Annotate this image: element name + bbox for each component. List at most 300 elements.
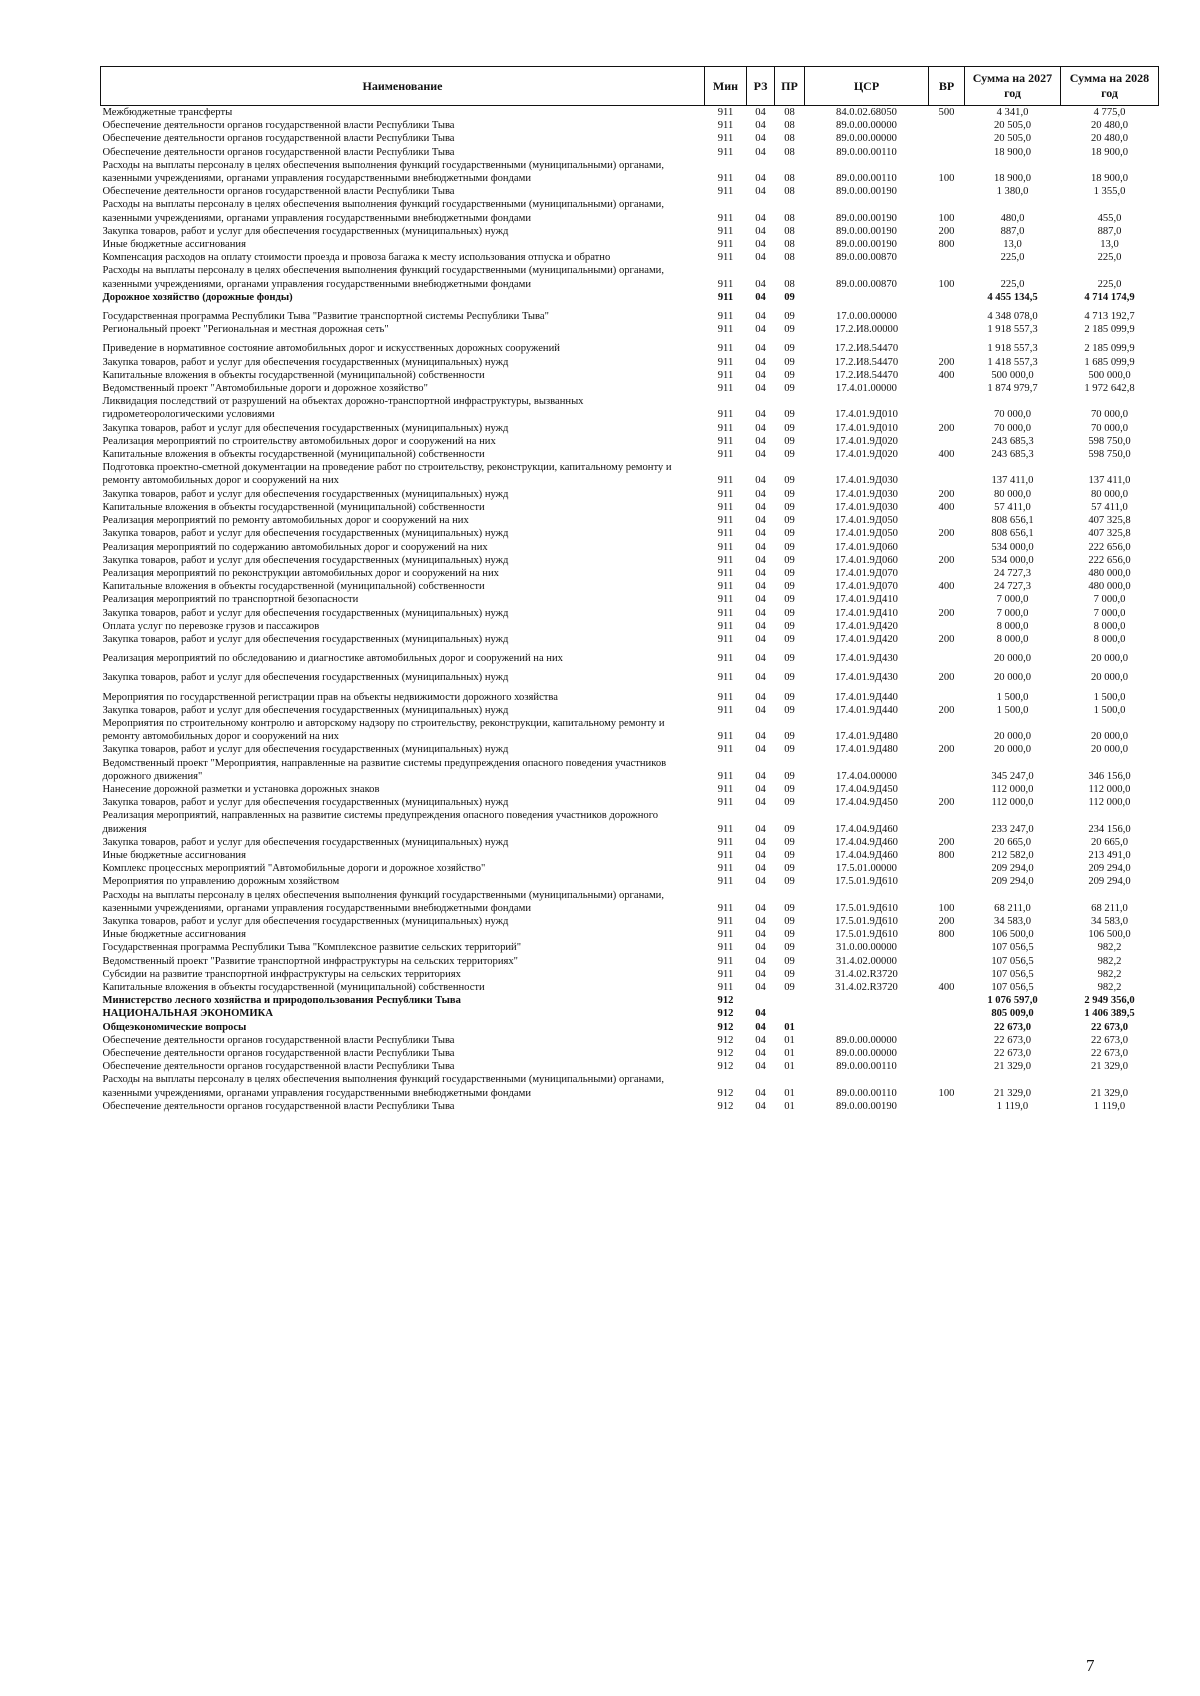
row-sum-2027: 345 247,0 [991, 770, 1034, 782]
row-csr: 17.4.01.9Д420 [835, 620, 898, 632]
row-min: 911 [717, 225, 734, 237]
row-name: Обеспечение деятельности органов государственной власти Республики Тыва [102, 120, 455, 132]
row-csr: 89.0.00.00110 [836, 1061, 897, 1073]
table-row [101, 633, 1159, 646]
table-row [101, 593, 1159, 606]
row-name: Обеспечение деятельности органов государственной власти Республики Тыва [102, 1034, 455, 1046]
row-sum-2028: 1 355,0 [1093, 186, 1126, 198]
row-vr: 400 [938, 501, 955, 513]
row-name: Министерство лесного хозяйства и природопользования Республики Тыва [102, 995, 461, 1007]
row-min: 911 [717, 528, 734, 540]
row-csr: 17.4.01.9Д480 [835, 744, 898, 756]
row-sum-2028: 112 000,0 [1088, 783, 1131, 795]
row-min: 911 [717, 731, 734, 743]
row-vr [929, 994, 965, 1007]
row-pr: 09 [784, 902, 795, 914]
row-vr [929, 875, 965, 888]
row-rz: 04 [755, 449, 766, 461]
row-rz: 04 [755, 1048, 766, 1060]
row-name: Обеспечение деятельности органов государственной власти Республики Тыва [102, 186, 455, 198]
row-vr: 100 [938, 212, 955, 224]
row-rz: 04 [755, 120, 766, 132]
row-sum-2027: 107 056,5 [991, 968, 1034, 980]
header-sum-2027: Сумма на 2027 год [965, 67, 1061, 106]
row-vr [929, 968, 965, 981]
table-row [101, 743, 1159, 756]
row-csr: 17.5.01.00000 [836, 863, 897, 875]
row-sum-2027: 480,0 [1000, 212, 1025, 224]
table-row [101, 685, 1159, 704]
row-sum-2027: 13,0 [1003, 239, 1022, 251]
table-row [101, 955, 1159, 968]
row-pr: 09 [784, 770, 795, 782]
row-name: Дорожное хозяйство (дорожные фонды) [102, 291, 293, 303]
row-rz: 04 [755, 311, 766, 323]
row-vr: 100 [938, 278, 955, 290]
row-pr: 09 [784, 915, 795, 927]
row-sum-2027: 808 656,1 [991, 528, 1034, 540]
row-csr: 17.5.01.9Д610 [835, 902, 898, 914]
row-min: 911 [717, 823, 734, 835]
row-min: 911 [717, 107, 734, 118]
row-csr: 31.4.02.00000 [836, 955, 897, 967]
row-csr: 17.4.01.9Д010 [835, 422, 898, 434]
row-pr: 09 [784, 409, 795, 421]
row-rz: 04 [755, 620, 766, 632]
table-row [101, 435, 1159, 448]
row-sum-2028: 70 000,0 [1090, 409, 1129, 421]
row-sum-2028: 480 000,0 [1088, 567, 1131, 579]
row-name: Обеспечение деятельности органов государственной власти Республики Тыва [102, 1061, 455, 1073]
table-row [101, 915, 1159, 928]
table-row [101, 607, 1159, 620]
row-vr [929, 1021, 965, 1034]
row-sum-2028: 18 900,0 [1090, 146, 1129, 158]
row-sum-2027: 34 583,0 [993, 915, 1032, 927]
row-min: 911 [717, 836, 734, 848]
row-name: Государственная программа Республики Тыва "Комплексное развитие сельских территорий" [102, 942, 522, 954]
row-name: Реализация мероприятий по реконструкции автомобильных дорог и сооружений на них [102, 567, 499, 579]
row-name: Региональный проект "Региональная и местная дорожная сеть" [102, 324, 389, 336]
row-sum-2028: 1 685 099,9 [1084, 356, 1135, 368]
row-csr: 89.0.00.00000 [836, 1034, 897, 1046]
row-csr: 17.2.И8.00000 [834, 324, 899, 336]
row-rz: 04 [755, 704, 766, 716]
row-pr: 09 [784, 291, 795, 303]
row-rz: 04 [755, 1008, 766, 1020]
row-pr: 08 [784, 239, 795, 251]
row-csr: 31.4.02.R3720 [835, 982, 898, 993]
table-row [101, 514, 1159, 527]
row-vr [929, 567, 965, 580]
table-row [101, 461, 1159, 487]
row-sum-2027: 1 500,0 [996, 691, 1029, 703]
row-pr: 09 [784, 567, 795, 579]
row-name: Закупка товаров, работ и услуг для обеспечения государственных (муниципальных) нужд [102, 797, 509, 809]
row-sum-2027: 137 411,0 [991, 475, 1034, 487]
row-rz: 04 [755, 501, 766, 513]
row-name: Комплекс процессных мероприятий "Автомобильные дороги и дорожное хозяйство" [102, 863, 486, 875]
row-pr: 01 [784, 1034, 795, 1046]
row-name: Капитальные вложения в объекты государственной (муниципальной) собственности [102, 449, 485, 461]
row-vr: 400 [938, 982, 955, 993]
table-row [101, 291, 1159, 304]
row-pr: 09 [784, 672, 795, 684]
row-pr: 09 [784, 783, 795, 795]
row-sum-2028: 480 000,0 [1088, 581, 1131, 593]
row-rz: 04 [755, 107, 766, 118]
row-min: 911 [717, 324, 734, 336]
row-name: Ведомственный проект "Автомобильные дороги и дорожное хозяйство" [102, 383, 428, 395]
row-rz: 04 [755, 797, 766, 809]
row-csr: 17.4.01.9Д020 [835, 435, 898, 447]
row-vr: 100 [938, 173, 955, 185]
row-sum-2027: 1 076 597,0 [987, 995, 1038, 1007]
table-row [101, 889, 1159, 915]
table-row [101, 501, 1159, 514]
row-sum-2028: 4 775,0 [1093, 107, 1126, 118]
row-name: Обеспечение деятельности органов государственной власти Республики Тыва [102, 1100, 455, 1112]
row-sum-2027: 20 000,0 [993, 653, 1032, 665]
row-rz: 04 [755, 581, 766, 593]
row-name: Реализация мероприятий по содержанию автомобильных дорог и сооружений на них [102, 541, 488, 553]
row-sum-2027: 887,0 [1000, 225, 1025, 237]
row-sum-2028: 2 185 099,9 [1084, 343, 1135, 355]
row-min: 911 [717, 620, 734, 632]
row-rz: 04 [755, 968, 766, 980]
row-sum-2028: 225,0 [1097, 252, 1122, 264]
row-sum-2027: 1 918 557,3 [987, 324, 1038, 336]
row-csr: 17.4.01.9Д480 [835, 731, 898, 743]
row-vr: 200 [938, 554, 955, 566]
row-csr: 89.0.00.00110 [836, 1087, 897, 1099]
row-min: 912 [717, 1008, 734, 1020]
row-pr: 09 [784, 435, 795, 447]
row-rz: 04 [755, 1034, 766, 1046]
table-row [101, 527, 1159, 540]
row-sum-2027: 22 673,0 [993, 1048, 1032, 1060]
row-sum-2027: 22 673,0 [993, 1034, 1032, 1046]
header-min: Мин [705, 67, 747, 106]
row-sum-2027: 243 685,3 [991, 435, 1034, 447]
row-rz: 04 [755, 422, 766, 434]
row-min: 911 [717, 581, 734, 593]
row-sum-2027: 7 000,0 [996, 607, 1029, 619]
row-min: 911 [717, 173, 734, 185]
row-csr: 17.4.04.9Д460 [835, 849, 898, 861]
row-name: Реализация мероприятий по транспортной безопасности [102, 594, 359, 606]
row-rz: 04 [755, 225, 766, 237]
row-sum-2027: 20 505,0 [993, 120, 1032, 132]
row-sum-2027: 534 000,0 [991, 541, 1034, 553]
header-name: Наименование [101, 67, 705, 106]
row-sum-2027: 22 673,0 [993, 1021, 1032, 1033]
row-pr: 09 [784, 449, 795, 461]
row-rz: 04 [755, 876, 766, 888]
table-row [101, 704, 1159, 717]
table-row [101, 356, 1159, 369]
row-sum-2028: 222 656,0 [1088, 554, 1131, 566]
row-vr: 400 [938, 369, 955, 381]
row-rz: 04 [755, 146, 766, 158]
row-sum-2028: 4 713 192,7 [1084, 311, 1135, 323]
table-row [101, 1073, 1159, 1099]
row-sum-2027: 4 348 078,0 [987, 311, 1038, 323]
row-min: 911 [717, 783, 734, 795]
row-pr: 09 [784, 691, 795, 703]
row-pr: 09 [784, 929, 795, 941]
row-csr: 17.4.01.9Д430 [835, 653, 898, 665]
row-rz: 04 [755, 186, 766, 198]
row-min: 911 [717, 409, 734, 421]
table-row [101, 554, 1159, 567]
row-sum-2027: 500 000,0 [991, 369, 1034, 381]
row-rz: 04 [755, 594, 766, 606]
row-min: 911 [717, 343, 734, 355]
row-vr: 100 [938, 902, 955, 914]
row-name: Обеспечение деятельности органов государственной власти Республики Тыва [102, 146, 455, 158]
row-csr: 89.0.00.00190 [836, 225, 897, 237]
row-name: Реализация мероприятий по ремонту автомобильных дорог и сооружений на них [102, 515, 469, 527]
row-sum-2027: 243 685,3 [991, 449, 1034, 461]
row-name: Реализация мероприятий по обследованию и диагностике автомобильных дорог и сооружений на них [102, 653, 563, 665]
table-row [101, 1007, 1159, 1020]
row-pr: 09 [784, 633, 795, 645]
row-rz: 04 [755, 915, 766, 927]
row-name: Закупка товаров, работ и услуг для обеспечения государственных (муниципальных) нужд [102, 704, 509, 716]
row-pr: 08 [784, 186, 795, 198]
row-name: Расходы на выплаты персоналу в целях обеспечения выполнения функций государственными (муниципальными) органами, казенными учреждениями, органами управления государственными внебюджетными фондами [102, 159, 664, 185]
row-sum-2027: 4 455 134,5 [987, 291, 1038, 303]
row-vr [929, 593, 965, 606]
row-pr: 09 [784, 383, 795, 395]
row-sum-2028: 21 329,0 [1090, 1061, 1129, 1073]
row-rz: 04 [755, 653, 766, 665]
row-name: Капитальные вложения в объекты государственной (муниципальной) собственности [102, 369, 485, 381]
row-sum-2028: 234 156,0 [1088, 823, 1131, 835]
row-sum-2027: 1 418 557,3 [987, 356, 1038, 368]
row-csr: 31.4.02.R3720 [835, 968, 898, 980]
row-sum-2027: 18 900,0 [993, 173, 1032, 185]
row-pr: 09 [784, 528, 795, 540]
row-name: Закупка товаров, работ и услуг для обеспечения государственных (муниципальных) нужд [102, 744, 509, 756]
row-csr: 89.0.00.00190 [836, 1100, 897, 1112]
row-min: 911 [717, 704, 734, 716]
row-sum-2028: 57 411,0 [1091, 501, 1128, 513]
row-sum-2028: 209 294,0 [1088, 863, 1131, 875]
row-sum-2027: 7 000,0 [996, 594, 1029, 606]
budget-table [100, 66, 1159, 1113]
table-body [101, 106, 1159, 1114]
row-name: Расходы на выплаты персоналу в целях обеспечения выполнения функций государственными (муниципальными) органами, казенными учреждениями, органами управления государственными внебюджетными фондами [102, 265, 664, 290]
row-min: 911 [717, 982, 734, 993]
row-min: 911 [717, 239, 734, 251]
row-pr: 09 [784, 541, 795, 553]
row-sum-2028: 20 000,0 [1090, 744, 1129, 756]
row-pr: 09 [784, 369, 795, 381]
row-min: 911 [717, 311, 734, 323]
row-name: Общеэкономические вопросы [102, 1021, 247, 1033]
row-sum-2027: 209 294,0 [991, 876, 1034, 888]
row-sum-2027: 20 000,0 [993, 731, 1032, 743]
row-sum-2028: 7 000,0 [1093, 594, 1126, 606]
row-sum-2028: 20 000,0 [1090, 672, 1129, 684]
row-sum-2027: 70 000,0 [993, 409, 1032, 421]
row-vr: 200 [938, 225, 955, 237]
row-min: 911 [717, 955, 734, 967]
row-pr: 09 [784, 620, 795, 632]
row-rz: 04 [755, 488, 766, 500]
row-sum-2028: 70 000,0 [1090, 422, 1129, 434]
row-csr [805, 994, 929, 1007]
row-min: 911 [717, 133, 734, 145]
table-row [101, 369, 1159, 382]
row-rz: 04 [755, 475, 766, 487]
row-rz: 04 [755, 902, 766, 914]
row-name: Закупка товаров, работ и услуг для обеспечения государственных (муниципальных) нужд [102, 422, 509, 434]
row-csr: 17.2.И8.54470 [834, 369, 899, 381]
row-name: Ликвидация последствий от разрушений на объектах дорожно-транспортной инфраструктуры, вызванных гидрометеорологическими условиями [102, 396, 584, 421]
table-row [101, 382, 1159, 395]
row-rz: 04 [755, 278, 766, 290]
row-rz: 04 [755, 173, 766, 185]
row-pr: 01 [784, 1100, 795, 1112]
row-sum-2028: 13,0 [1100, 239, 1119, 251]
row-vr: 800 [938, 239, 955, 251]
row-pr: 01 [784, 1087, 795, 1099]
row-sum-2028: 22 673,0 [1090, 1021, 1129, 1033]
row-pr: 09 [784, 488, 795, 500]
row-sum-2028: 1 972 642,8 [1084, 383, 1135, 395]
table-row [101, 849, 1159, 862]
row-sum-2027: 212 582,0 [991, 849, 1034, 861]
row-csr: 89.0.00.00870 [836, 252, 897, 264]
row-name: НАЦИОНАЛЬНАЯ ЭКОНОМИКА [102, 1008, 273, 1020]
row-sum-2028: 407 325,8 [1088, 528, 1131, 540]
row-csr: 17.2.И8.54470 [834, 356, 899, 368]
table-row [101, 1047, 1159, 1060]
table-row [101, 968, 1159, 981]
row-name: Иные бюджетные ассигнования [102, 849, 246, 861]
row-csr [805, 291, 929, 304]
row-min: 911 [717, 607, 734, 619]
row-sum-2027: 107 056,5 [991, 955, 1034, 967]
row-pr: 09 [784, 581, 795, 593]
table-row [101, 994, 1159, 1007]
row-vr: 200 [938, 607, 955, 619]
row-sum-2028: 598 750,0 [1088, 449, 1131, 461]
row-vr: 200 [938, 528, 955, 540]
row-rz: 04 [755, 291, 766, 303]
budget-table-sheet [100, 66, 1158, 1113]
row-rz: 04 [755, 1100, 766, 1112]
table-row [101, 809, 1159, 835]
table-header-row [101, 67, 1159, 106]
row-csr: 17.4.04.00000 [836, 770, 897, 782]
row-rz: 04 [755, 409, 766, 421]
row-pr: 09 [784, 356, 795, 368]
row-sum-2027: 57 411,0 [994, 501, 1031, 513]
row-rz: 04 [755, 863, 766, 875]
table-row [101, 836, 1159, 849]
row-rz: 04 [755, 252, 766, 264]
row-sum-2028: 213 491,0 [1088, 849, 1131, 861]
row-name: Закупка товаров, работ и услуг для обеспечения государственных (муниципальных) нужд [102, 633, 509, 645]
row-pr: 09 [784, 324, 795, 336]
row-min: 911 [717, 146, 734, 158]
row-pr: 08 [784, 212, 795, 224]
row-pr: 09 [784, 955, 795, 967]
row-rz: 04 [755, 212, 766, 224]
table-row [101, 146, 1159, 159]
row-sum-2027: 18 900,0 [993, 146, 1032, 158]
row-name: Закупка товаров, работ и услуг для обеспечения государственных (муниципальных) нужд [102, 836, 509, 848]
header-vr: ВР [929, 67, 965, 106]
row-csr: 89.0.00.00000 [836, 133, 897, 145]
row-sum-2028: 982,2 [1097, 955, 1122, 967]
row-pr: 01 [784, 1061, 795, 1073]
row-sum-2028: 346 156,0 [1088, 770, 1131, 782]
row-min: 911 [717, 902, 734, 914]
row-sum-2027: 534 000,0 [991, 554, 1034, 566]
row-sum-2028: 21 329,0 [1090, 1087, 1129, 1099]
row-vr [929, 757, 965, 783]
row-sum-2027: 20 505,0 [993, 133, 1032, 145]
row-sum-2028: 1 406 389,5 [1084, 1008, 1135, 1020]
row-rz: 04 [755, 567, 766, 579]
row-pr: 08 [784, 120, 795, 132]
row-name: Обеспечение деятельности органов государственной власти Республики Тыва [102, 1048, 455, 1060]
row-min: 911 [717, 475, 734, 487]
row-vr [929, 336, 965, 355]
row-vr [929, 382, 965, 395]
row-rz: 04 [755, 731, 766, 743]
table-row [101, 395, 1159, 421]
row-name: Закупка товаров, работ и услуг для обеспечения государственных (муниципальных) нужд [102, 528, 509, 540]
row-pr: 09 [784, 704, 795, 716]
row-name: Реализация мероприятий по строительству автомобильных дорог и сооружений на них [102, 435, 496, 447]
row-name: Субсидии на развитие транспортной инфраструктуры на сельских территориях [102, 968, 461, 980]
row-vr: 200 [938, 744, 955, 756]
row-name: Ведомственный проект "Мероприятия, направленные на развитие системы предупреждения опасного поведения участников дорожного движения" [102, 757, 667, 782]
table-row [101, 862, 1159, 875]
row-sum-2027: 80 000,0 [993, 488, 1032, 500]
row-pr: 09 [784, 744, 795, 756]
row-vr: 800 [938, 849, 955, 861]
row-min: 911 [717, 863, 734, 875]
row-pr: 08 [784, 252, 795, 264]
row-vr: 200 [938, 704, 955, 716]
row-rz: 04 [755, 982, 766, 993]
table-row [101, 981, 1159, 994]
row-sum-2028: 22 673,0 [1090, 1048, 1129, 1060]
table-row [101, 251, 1159, 264]
row-csr: 17.5.01.9Д610 [835, 876, 898, 888]
row-pr: 09 [784, 731, 795, 743]
table-row [101, 119, 1159, 132]
table-row [101, 198, 1159, 224]
row-sum-2027: 112 000,0 [991, 797, 1034, 809]
row-rz: 04 [755, 554, 766, 566]
row-sum-2027: 1 918 557,3 [987, 343, 1038, 355]
row-sum-2027: 209 294,0 [991, 863, 1034, 875]
row-pr [775, 994, 805, 1007]
row-sum-2027: 70 000,0 [993, 422, 1032, 434]
row-sum-2028: 112 000,0 [1088, 797, 1131, 809]
row-name: Иные бюджетные ассигнования [102, 929, 246, 941]
table-row [101, 1100, 1159, 1113]
row-pr: 01 [784, 1021, 795, 1033]
